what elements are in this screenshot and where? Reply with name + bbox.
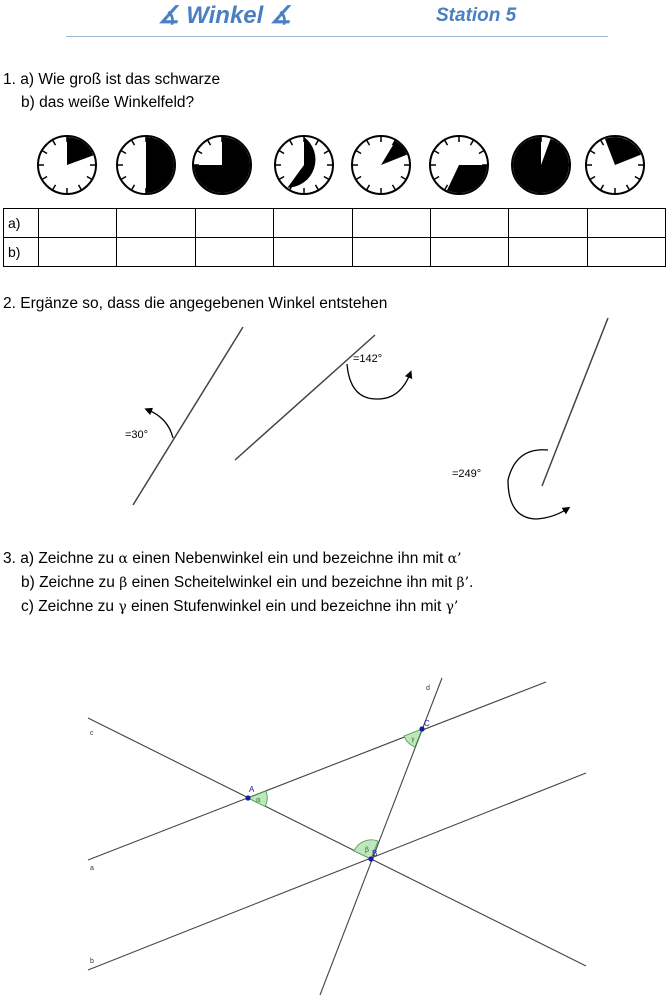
station-label: Station 5 — [436, 5, 517, 26]
line-a — [88, 682, 546, 860]
angle-label-249: =249° — [452, 468, 482, 480]
task3-question-a: 3. a) Zeichne zu α einen Nebenwinkel ein und bezeichne ihn mit α’ — [3, 550, 462, 567]
angle-label-alpha: α — [256, 796, 261, 804]
line-b — [88, 773, 586, 970]
line-label-d: d — [426, 685, 430, 692]
point-label-C: C — [424, 719, 430, 728]
task3-question-b: b) Zeichne zu β einen Scheitelwinkel ein und bezeichne ihn mit β’. — [21, 574, 474, 591]
angle-label-beta: β — [365, 846, 370, 854]
angle-label-30: =30° — [125, 429, 149, 441]
line-c — [88, 718, 586, 966]
angle-label-gamma: γ — [411, 736, 415, 743]
point-label-A: A — [249, 785, 255, 794]
line-label-c: c — [90, 730, 94, 737]
line-label-a: a — [90, 865, 94, 872]
angle-label-142: =142° — [353, 353, 383, 365]
page-title: ∡ Winkel ∡ — [158, 2, 292, 29]
task1-question-b: b) das weiße Winkelfeld? — [21, 94, 195, 111]
row-label-a: a) — [4, 209, 39, 238]
row-label-b: b) — [4, 238, 39, 267]
point-A — [245, 795, 250, 800]
task1-question-a: 1. a) Wie groß ist das schwarze — [3, 71, 221, 88]
line-label-b: b — [90, 958, 94, 965]
point-label-B: B — [372, 849, 378, 858]
task3-question-c: c) Zeichne zu γ einen Stufenwinkel ein und bezeichne ihn mit γ’ — [21, 598, 459, 615]
task2-heading: 2. Ergänze so, dass die angegebenen Winkel entstehen — [3, 295, 388, 312]
